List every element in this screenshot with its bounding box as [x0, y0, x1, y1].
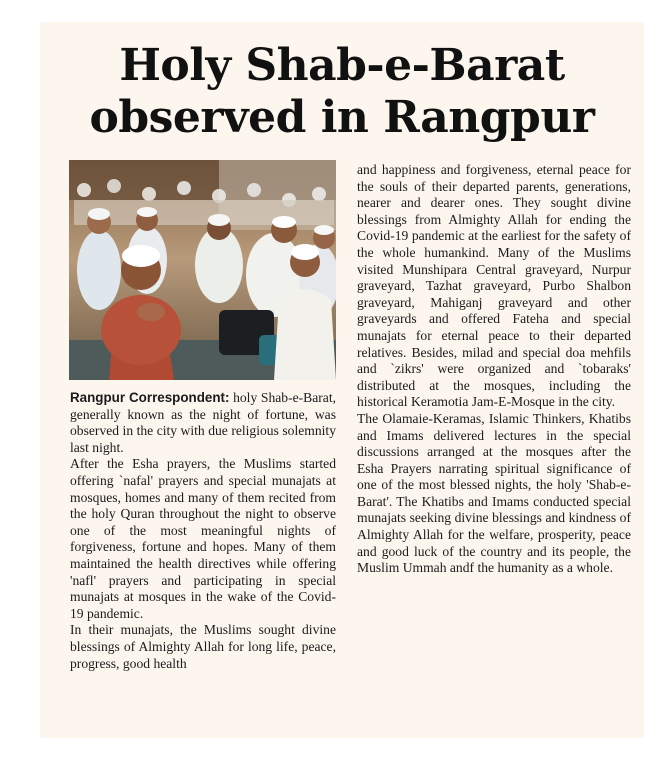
dateline: Rangpur Correspondent: — [70, 390, 230, 405]
paragraph-2: After the Esha prayers, the Muslims started offering `nafal' prayers and special munajats at mosques, homes and many of them recited from the holy Quran throughout the night to observe one of the most meaningful nights of forgiveness, fortune and hopes. Many of them maintained the health directives while offering 'nafl' prayers and participating in special munajats at mosques in the wake of the Covid-19 pandemic. — [70, 456, 336, 621]
paragraph-3: In their munajats, the Muslims sought divine blessings of Almighty Allah for long life, peace, progress, good health — [70, 622, 336, 671]
right-column — [357, 162, 631, 577]
paragraph-4: and happiness and forgiveness, eternal peace for the souls of their departed parents, generations, nearer and dearer ones. They sought divine blessings from Almighty Allah for ending the Covid-19 pandemic at the earliest for the safety of the whole humankind. Many of the Muslims visited Munshipara Central graveyard, Nurpur graveyard, Tazhat graveyard, Purbo Shalbon graveyard, Mahiganj graveyard and other graveyards and offered Fateha and special munajats for eternal peace to their departed relatives. Besides, milad and special doa mehfils and `zikrs' were organized and `tobaraks' distributed at the mosques, including the historical Keramotia Jam-E-Mosque in the city. — [357, 162, 631, 410]
headline: Holy Shab-e-Barat observed in Rangpur — [89, 40, 595, 143]
newspaper-clipping — [40, 22, 644, 738]
left-column — [70, 390, 336, 672]
paragraph-1-text: holy Shab-e-Barat, generally known as the night of fortune, was observed in the city with due religious solemnity last night. — [70, 390, 336, 455]
article-photo — [69, 160, 336, 380]
paragraph-5: The Olamaie-Keramas, Islamic Thinkers, Khatibs and Imams delivered lectures in the special discussions arranged at the mosques after the Esha Prayers narrating spiritual significance of one of the most blessed nights, the holy 'Shab-e-Barat'. The Khatibs and Imams conducted special munajats seeking divine blessings and kindness of Almighty Allah for the welfare, prosperity, peace and good luck of the country and its people, the Muslim Ummah andf the humanity as a whole. — [357, 410, 631, 576]
paragraph-1 — [70, 390, 336, 456]
